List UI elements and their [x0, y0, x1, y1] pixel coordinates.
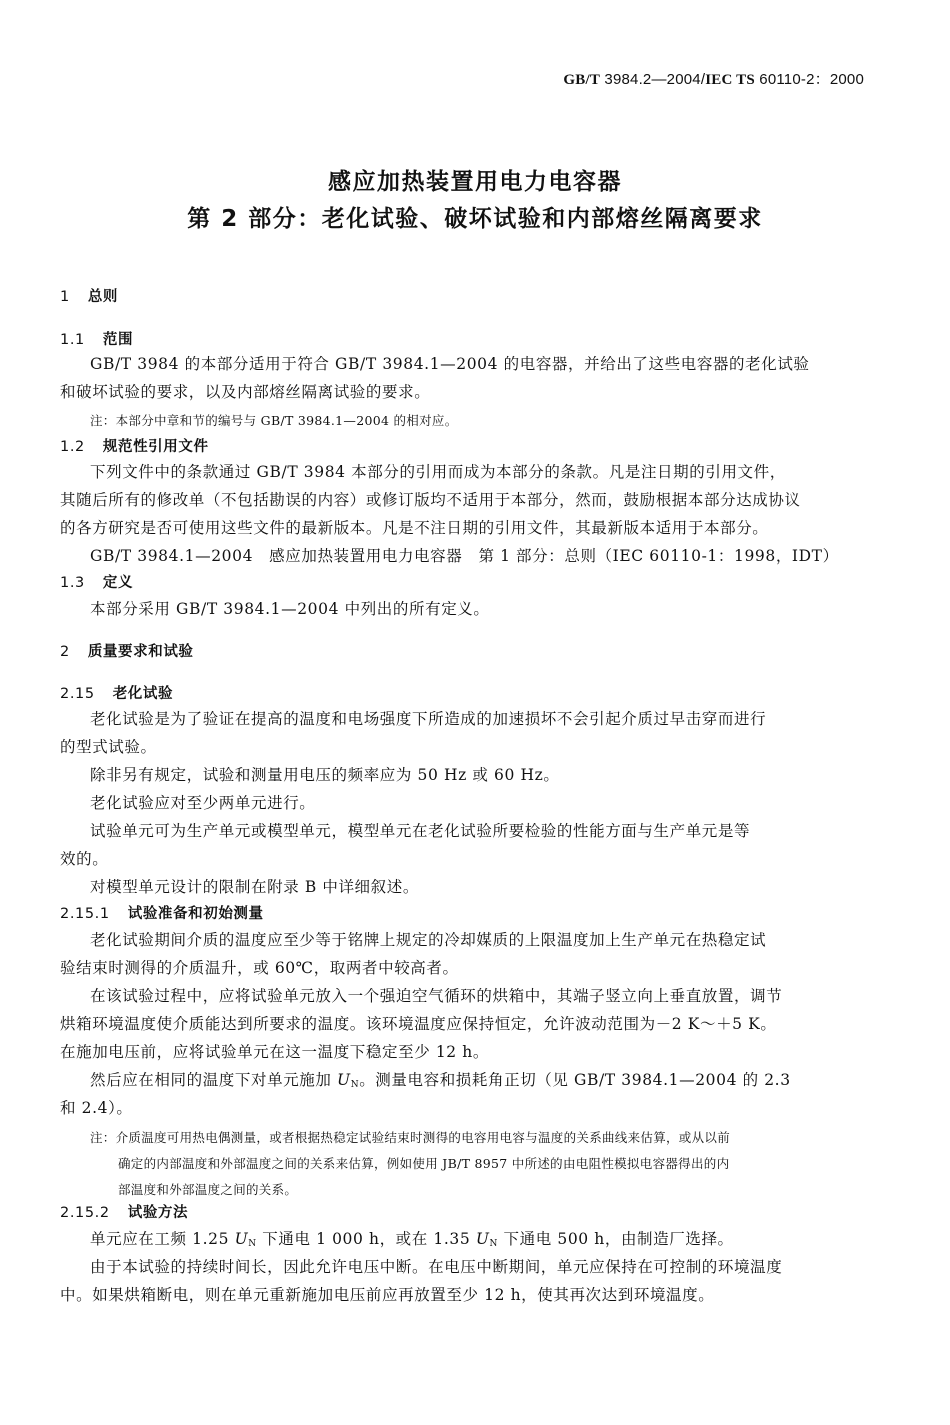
- paragraph-line: 试验单元可为生产单元或模型单元，模型单元在老化试验所要检验的性能方面与生产单元是等: [90, 822, 751, 840]
- section-1-heading: [60, 287, 870, 307]
- section-number: 1: [60, 289, 70, 305]
- paragraph-line: 由于本试验的持续时间长，因此允许电压中断。在电压中断期间，单元应保持在可控制的环境温度: [90, 1258, 783, 1276]
- voltage-subscript: N: [248, 1239, 257, 1249]
- note-line: 部温度和外部温度之间的关系。: [118, 1182, 298, 1197]
- section-title: 规范性引用文件: [102, 439, 209, 455]
- note-line: 注：介质温度可用热电偶测量，或者根据热稳定试验结束时测得的电容用电容与温度的关系曲线来估算，或从以前: [90, 1130, 731, 1145]
- section-2-15-2-heading: [60, 1203, 870, 1223]
- std-code-iec-number: 60110-2：2000: [754, 71, 864, 88]
- section-2-15-1-heading: [60, 904, 870, 924]
- section-title: 试验准备和初始测量: [127, 906, 264, 922]
- voltage-symbol: U: [234, 1230, 249, 1248]
- section-title: 老化试验: [112, 686, 174, 702]
- paragraph-line: 除非另有规定，试验和测量用电压的频率应为 50 Hz 或 60 Hz。: [90, 766, 560, 784]
- paragraph-line: 下列文件中的条款通过 GB/T 3984 本部分的引用而成为本部分的条款。凡是注日期的引用文件，: [90, 463, 786, 481]
- section-title: 定义: [102, 575, 134, 591]
- voltage-symbol: U: [337, 1071, 351, 1089]
- section-1-1-heading: [60, 330, 870, 350]
- section-number: 2: [60, 644, 70, 660]
- paragraph-line: 对模型单元设计的限制在附录 B 中详细叙述。: [90, 878, 419, 896]
- section-number: 1.2: [60, 439, 85, 455]
- voltage-symbol: U: [475, 1230, 490, 1248]
- section-2-15-heading: [60, 684, 870, 704]
- paragraph-line: 其随后所有的修改单（不包括勘误的内容）或修订版均不适用于本部分，然而，鼓励根据本部分达成协议: [60, 491, 801, 509]
- section-number: 2.15.2: [60, 1205, 110, 1221]
- document-subtitle: 第 2 部分：老化试验、破坏试验和内部熔丝隔离要求: [187, 206, 763, 232]
- note: 注：本部分中章和节的编号与 GB/T 3984.1—2004 的相对应。: [90, 413, 458, 428]
- normative-reference: GB/T 3984.1—2004 感应加热装置用电力电容器 第 1 部分：总则（IEC 60110-1：1998，IDT）: [90, 547, 839, 565]
- text-run: 下通电 500 h，由制造厂选择。: [498, 1230, 734, 1248]
- paragraph-line: 老化试验期间介质的温度应至少等于铭牌上规定的冷却媒质的上限温度加上生产单元在热稳定试: [90, 931, 767, 949]
- section-1-3-heading: [60, 573, 870, 593]
- standard-code: [563, 68, 864, 89]
- paragraph-line: 的各方研究是否可使用这些文件的最新版本。凡是不注日期的引用文件，其最新版本适用于本部分。: [60, 519, 769, 537]
- paragraph-line: 在施加电压前，应将试验单元在这一温度下稳定至少 12 h。: [60, 1043, 489, 1061]
- section-title: 范围: [102, 332, 134, 348]
- text-run: 然后应在相同的温度下对单元施加: [90, 1071, 338, 1089]
- paragraph-line: 中。如果烘箱断电，则在单元重新施加电压前应再放置至少 12 h，使其再次达到环境温度。: [60, 1286, 715, 1304]
- std-code-prefix: GB/T: [563, 72, 601, 88]
- note-line: 确定的内部温度和外部温度之间的关系来估算，例如使用 JB/T 8957 中所述的由电阻性模拟电容器得出的内: [118, 1156, 730, 1171]
- section-title: 试验方法: [127, 1205, 189, 1221]
- paragraph-line: 在该试验过程中，应将试验单元放入一个强迫空气循环的烘箱中，其端子竖立向上垂直放置，调节: [90, 987, 783, 1005]
- section-number: 1.1: [60, 332, 85, 348]
- section-1-2-heading: [60, 437, 870, 457]
- paragraph-line: 验结束时测得的介质温升，或 60℃，取两者中较高者。: [60, 959, 459, 977]
- std-code-iec: IEC TS: [705, 72, 755, 88]
- paragraph-line: 的型式试验。: [60, 738, 157, 756]
- paragraph-line: 烘箱环境温度使介质能达到所要求的温度。该环境温度应保持恒定，允许波动范围为－2 K～＋5 K。: [60, 1015, 777, 1033]
- paragraph-line: 老化试验是为了验证在提高的温度和电场强度下所造成的加速损坏不会引起介质过早击穿而进行: [90, 710, 767, 728]
- text-run: 。测量电容和损耗角正切（见 GB/T 3984.1—2004 的 2.3: [359, 1071, 791, 1089]
- text-run: 下通电 1 000 h，或在 1.35: [256, 1230, 476, 1248]
- section-title: 总则: [87, 289, 119, 305]
- paragraph-line: 效的。: [60, 850, 109, 868]
- section-number: 2.15.1: [60, 906, 110, 922]
- text-run: 单元应在工频 1.25: [90, 1230, 235, 1248]
- section-title: 质量要求和试验: [87, 644, 194, 660]
- paragraph-line: 老化试验应对至少两单元进行。: [90, 794, 316, 812]
- paragraph-line: GB/T 3984 的本部分适用于符合 GB/T 3984.1—2004 的电容器，并给出了这些电容器的老化试验: [90, 355, 810, 373]
- paragraph-line: 本部分采用 GB/T 3984.1—2004 中列出的所有定义。: [90, 600, 490, 618]
- paragraph-line: [90, 1229, 900, 1254]
- paragraph-line: 和破坏试验的要求，以及内部熔丝隔离试验的要求。: [60, 383, 431, 401]
- document-title: 感应加热装置用电力电容器: [328, 169, 622, 195]
- section-2-heading: [60, 642, 870, 662]
- paragraph-line: [90, 1070, 900, 1095]
- paragraph-line: 和 2.4）。: [60, 1099, 133, 1117]
- std-code-number: 3984.2—2004/: [600, 71, 706, 88]
- voltage-subscript: N: [489, 1239, 498, 1249]
- section-number: 2.15: [60, 686, 95, 702]
- section-number: 1.3: [60, 575, 85, 591]
- voltage-subscript: N: [350, 1080, 360, 1090]
